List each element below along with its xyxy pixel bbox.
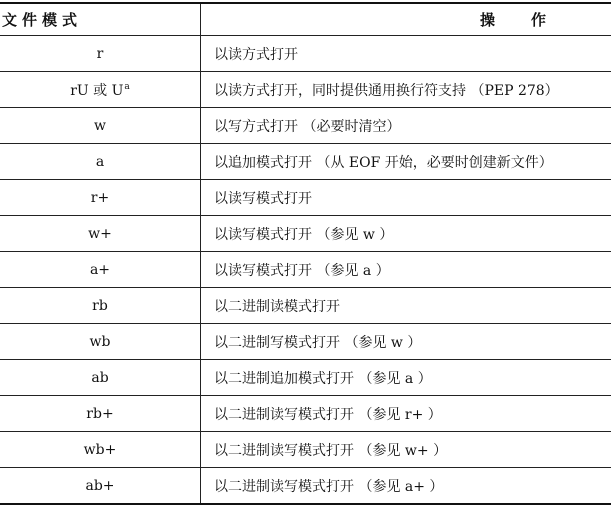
file-mode-cell: [0, 252, 201, 288]
table-row: [0, 432, 611, 468]
header-row: [0, 3, 611, 36]
table-row: [0, 360, 611, 396]
table-row: [0, 252, 611, 288]
footnote-marker: a: [124, 81, 130, 92]
table-row: [0, 324, 611, 360]
file-mode-cell: [0, 468, 201, 505]
table-row: [0, 180, 611, 216]
file-mode-text: wb+: [83, 441, 117, 458]
table-row: [0, 108, 611, 144]
operation-cell: 以二进制读写模式打开 （参见 w+ ）: [201, 432, 612, 468]
file-mode-text: rU 或 U: [70, 82, 124, 99]
operation-cell: 以读写模式打开: [201, 180, 612, 216]
operation-cell: 以读方式打开: [201, 36, 612, 72]
file-mode-text: w: [94, 117, 106, 134]
file-mode-cell: [0, 216, 201, 252]
file-mode-text: rb+: [86, 405, 114, 422]
file-mode-cell: [0, 36, 201, 72]
file-mode-table: [0, 2, 611, 505]
file-mode-text: ab: [91, 369, 109, 386]
operation-cell: 以二进制写模式打开 （参见 w ）: [201, 324, 612, 360]
table-row: [0, 396, 611, 432]
file-mode-cell: [0, 288, 201, 324]
header-operation-part-2: 作: [531, 11, 547, 29]
operation-cell: 以二进制读写模式打开 （参见 a+ ）: [201, 468, 612, 505]
file-mode-cell: [0, 72, 201, 108]
file-mode-text: wb: [89, 333, 111, 350]
table-body: [0, 36, 611, 505]
file-mode-text: r+: [90, 189, 110, 206]
table-row: [0, 468, 611, 505]
table-row: [0, 72, 611, 108]
operation-cell: 以二进制追加模式打开 （参见 a ）: [201, 360, 612, 396]
file-mode-cell: [0, 396, 201, 432]
file-mode-cell: [0, 324, 201, 360]
table-row: [0, 36, 611, 72]
operation-cell: 以写方式打开 （必要时清空）: [201, 108, 612, 144]
file-mode-text: r: [96, 45, 104, 62]
file-mode-text: rb: [92, 297, 108, 314]
file-mode-cell: [0, 180, 201, 216]
operation-cell: 以追加模式打开 （从 EOF 开始，必要时创建新文件）: [201, 144, 612, 180]
file-mode-text: w+: [88, 225, 112, 242]
file-mode-cell: [0, 432, 201, 468]
file-mode-cell: [0, 144, 201, 180]
file-mode-text: ab+: [85, 477, 115, 494]
header-file-mode: 文件模式: [0, 3, 201, 36]
operation-cell: 以二进制读模式打开: [201, 288, 612, 324]
operation-cell: 以二进制读写模式打开 （参见 r+ ）: [201, 396, 612, 432]
operation-cell: 以读写模式打开 （参见 a ）: [201, 252, 612, 288]
operation-cell: 以读方式打开，同时提供通用换行符支持 （PEP 278）: [201, 72, 612, 108]
table-row: [0, 144, 611, 180]
file-mode-cell: [0, 108, 201, 144]
header-operation-part-1: 操: [480, 11, 496, 29]
file-mode-cell: [0, 360, 201, 396]
header-operation: [201, 3, 612, 36]
table-header: [0, 3, 611, 36]
table-row: [0, 288, 611, 324]
operation-cell: 以读写模式打开 （参见 w ）: [201, 216, 612, 252]
table-row: [0, 216, 611, 252]
file-mode-text: a: [95, 153, 105, 170]
file-mode-text: a+: [89, 261, 111, 278]
